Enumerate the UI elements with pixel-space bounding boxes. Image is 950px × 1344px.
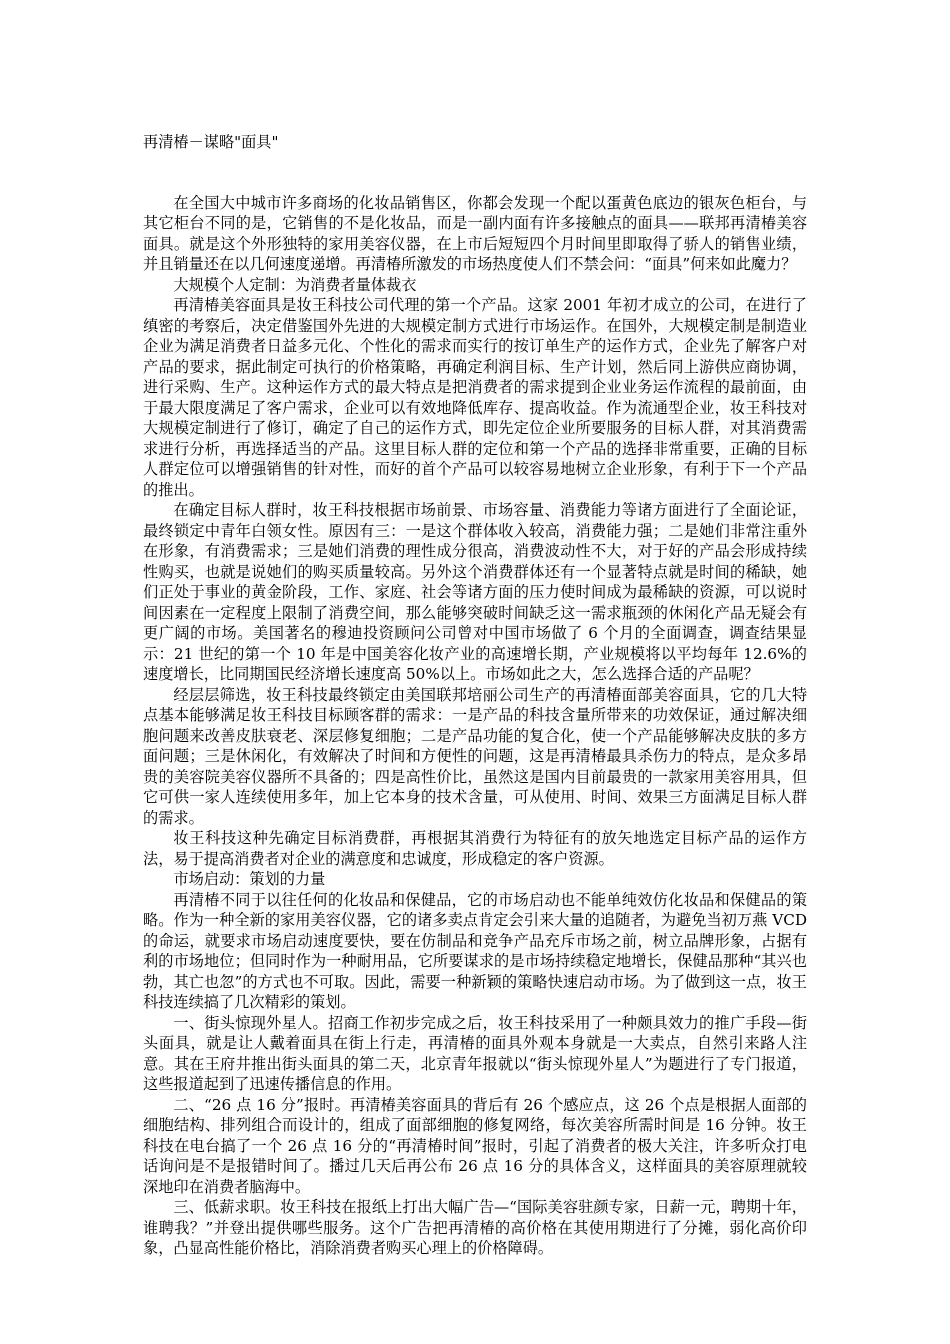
document-title: 再清椿－谋略"面具" (143, 133, 279, 151)
section-heading-market-launch: 市场启动：策划的力量 (173, 870, 326, 888)
document-body (143, 132, 807, 1259)
body-paragraph: 经层层筛选，妆王科技最终锁定由美国联邦培丽公司生产的再清椿面部美容面具，它的几大特点基本能够满足妆王科技目标顾客群的需求：一是产品的科技含量所带来的功效保证，通过解决细胞问题来改善皮肤衰老、深层修复细胞；二是产品功能的复合化，使一个产品能够解决皮肤的多方面问题；三是休闲化，有效解决了时间和方便性的问题，这是再清椿最具杀伤力的特点，是众多昂贵的美容院美容仪器所不具备的；四是高性价比，虽然这是国内目前最贵的一款家用美容用具，但它可供一家人连续使用多年，加上它本身的技术含量，可从使用、时间、效果三方面满足目标人群的需求。 (143, 685, 807, 827)
body-paragraph: 一、街头惊现外星人。招商工作初步完成之后，妆王科技采用了一种颇具效力的推广手段—街头面具，就是让人戴着面具在街上行走，再清椿的面具外观本身就是一大卖点，自然引来路人注意。其在王府井推出街头面具的第二天，北京青年报就以“街头惊现外星人”为题进行了专门报道，这些报道起到了迅速传播信息的作用。 (143, 1013, 807, 1093)
body-paragraph: 在确定目标人群时，妆王科技根据市场前景、市场容量、消费能力等诸方面进行了全面论证，最终锁定中青年白领女性。原因有三：一是这个群体收入较高，消费能力强；二是她们非常注重外在形象，有消费需求；三是她们消费的理性成分很高，消费波动性不大，对于好的产品会形成持续性购买，也就是说她们的购买质量较高。另外这个消费群体还有一个显著特点就是时间的稀缺，她们正处于事业的黄金阶段，工作、家庭、社会等诸方面的压力使时间成为最稀缺的资源，可以说时间因素在一定程度上限制了消费空间，那么能够突破时间缺乏这一需求瓶颈的休闲化产品无疑会有更广阔的市场。美国著名的穆迪投资顾问公司曾对中国市场做了 6 个月的全面调查，调查结果显示：21 世纪的第一个 10 年是中国美容化妆产业的高速增长期，产业规模将以平均每年 12.6%的速度增长，比同期国民经济增长速度高 50%以上。市场如此之大，怎么选择合适的产品呢？ (143, 501, 807, 683)
intro-paragraph: 在全国大中城市许多商场的化妆品销售区，你都会发现一个配以蛋黄色底边的银灰色柜台，与其它柜台不同的是，它销售的不是化妆品，而是一副内面有许多接触点的面具——联邦再清椿美容面具。就是这个外形独特的家用美容仪器，在上市后短短四个月时间里即取得了骄人的销售业绩，并且销量还在以几何速度递增。再清椿所激发的市场热度使人们不禁会问：“面具”何来如此魔力？ (143, 193, 807, 273)
body-paragraph: 二、“26 点 16 分”报时。再清椿美容面具的背后有 26 个感应点，这 26 个点是根据人面部的细胞结构、排列组合而设计的，组成了面部细胞的修复网络，每次美容所需时间是 16 分钟。妆王科技在电台搞了一个 26 点 16 分的“再清椿时间”报时，引起了消费者的极大关注，许多听众打电话询问是不是报错时间了。播过几天后再公布 26 点 16 分的具体含义，这样面具的美容原理就较深地印在消费者脑海中。 (143, 1095, 807, 1196)
body-paragraph: 三、低薪求职。妆王科技在报纸上打出大幅广告—“国际美容驻颜专家，日薪一元，聘期十年，谁聘我？”并登出提供哪些服务。这个广告把再清椿的高价格在其使用期进行了分摊，弱化高价印象，凸显高性能价格比，消除消费者购买心理上的价格障碍。 (143, 1198, 807, 1257)
body-paragraph: 再清椿不同于以往任何的化妆品和保健品，它的市场启动也不能单纯效仿化妆品和保健品的策略。作为一种全新的家用美容仪器，它的诸多卖点肯定会引来大量的追随者，为避免当初万燕 VCD 的命运，就要求市场启动速度要快，要在仿制品和竞争产品充斥市场之前，树立品牌形象，占据有利的市场地位；但同时作为一种耐用品，它所要谋求的是市场持续稳定地增长，保健品那种“其兴也勃，其亡也忽”的方式也不可取。因此，需要一种新颖的策略快速启动市场。为了做到这一点，妆王科技连续搞了几次精彩的策划。 (143, 890, 807, 1011)
body-paragraph: 再清椿美容面具是妆王科技公司代理的第一个产品。这家 2001 年初才成立的公司，在进行了缜密的考察后，决定借鉴国外先进的大规模定制方式进行市场运作。在国外，大规模定制是制造业企业为满足消费者日益多元化、个性化的需求而实行的按订单生产的运作方式，企业先了解客户对产品的要求，据此制定可执行的价格策略，再确定利润目标、生产计划，然后同上游供应商协调，进行采购、生产。这种运作方式的最大特点是把消费者的需求提到企业业务运作流程的最前面，由于最大限度满足了客户需求，企业可以有效地降低库存、提高收益。作为流通型企业，妆王科技对大规模定制进行了修订，确定了自己的运作方式，即先定位企业所要服务的目标人群，对其消费需求进行分析，再选择适当的产品。这里目标人群的定位和第一个产品的选择非常重要，正确的目标人群定位可以增强销售的针对性，而好的首个产品可以较容易地树立企业形象，有利于下一个产品的推出。 (143, 296, 807, 499)
section-heading-customization: 大规模个人定制：为消费者量体裁衣 (173, 275, 417, 294)
body-paragraph: 妆王科技这种先确定目标消费群，再根据其消费行为特征有的放矢地选定目标产品的运作方法，易于提高消费者对企业的满意度和忠诚度，形成稳定的客户资源。 (143, 829, 807, 868)
